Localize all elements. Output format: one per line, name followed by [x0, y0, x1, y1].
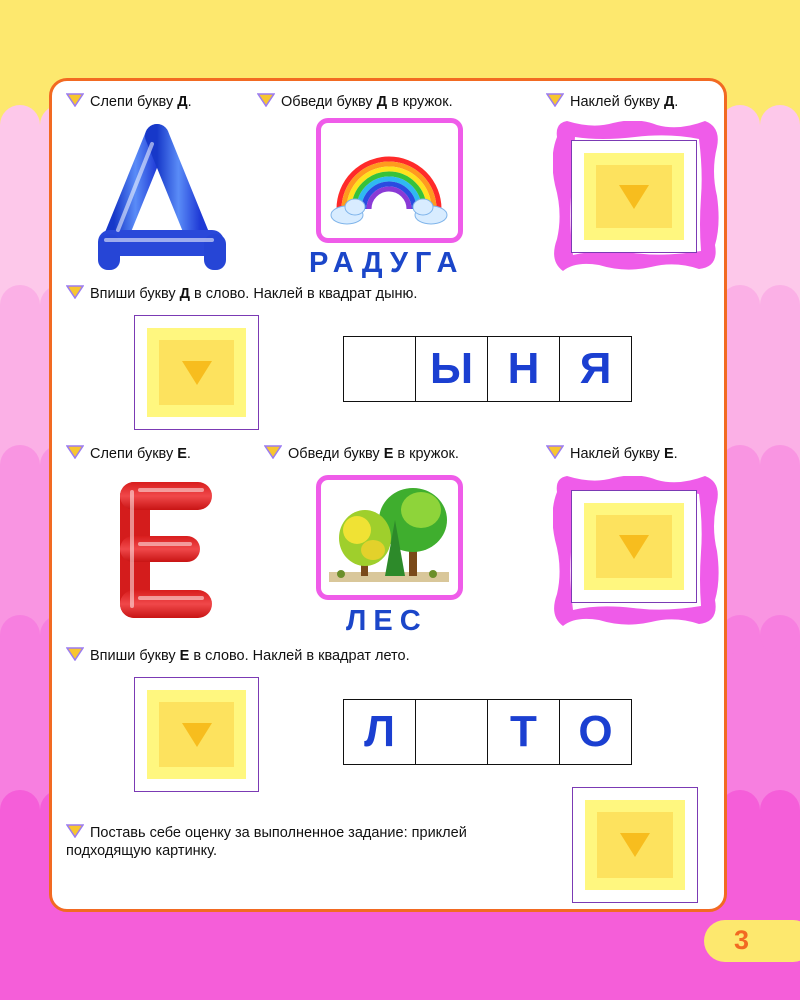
sticker-placeholder-melon[interactable] [134, 315, 259, 430]
bullet-triangle-icon [546, 93, 564, 107]
bullet-triangle-icon [66, 824, 84, 838]
page-number: 3 [734, 925, 750, 955]
letter-cell: О [560, 700, 632, 764]
rainbow-picture-frame [316, 118, 463, 243]
word-raduga: РАДУГА [309, 247, 465, 279]
bullet-triangle-icon [264, 445, 282, 459]
sticker-placeholder-grade[interactable] [572, 787, 698, 903]
sticker-triangle-icon [619, 535, 649, 559]
bullet-triangle-icon [66, 647, 84, 661]
instruction-sticker-d: Наклей букву Д. [546, 93, 678, 111]
sticker-triangle-icon [182, 723, 212, 747]
letter-cell-empty[interactable] [416, 700, 488, 764]
bullet-triangle-icon [66, 93, 84, 107]
instruction-write-d: Впиши букву Д в слово. Наклей в квадрат дыню. [66, 285, 417, 303]
sticker-placeholder-summer[interactable] [134, 677, 259, 792]
bullet-triangle-icon [66, 445, 84, 459]
instruction-sculpt-e: Слепи букву Е. [66, 445, 191, 463]
instruction-sculpt-d: Слепи букву Д. [66, 93, 192, 111]
sticker-triangle-icon [619, 185, 649, 209]
letter-cell: Т [488, 700, 560, 764]
letter-cell: Л [344, 700, 416, 764]
sticker-placeholder-e[interactable] [571, 490, 697, 603]
word-cells-e [343, 699, 632, 765]
letter-cell: Я [560, 337, 632, 401]
page-number-badge [704, 920, 800, 962]
bullet-triangle-icon [257, 93, 275, 107]
bullet-triangle-icon [66, 285, 84, 299]
rainbow-icon [321, 123, 458, 238]
word-cells-d [343, 336, 632, 402]
bullet-triangle-icon [546, 445, 564, 459]
letter-cell-empty[interactable] [344, 337, 416, 401]
forest-icon [321, 480, 458, 595]
instruction-sticker-e: Наклей букву Е. [546, 445, 678, 463]
instruction-self-assessment: Поставь себе оценку за выполненное задание: приклей подходящую картинку. [66, 825, 467, 859]
letter-cell: Ы [416, 337, 488, 401]
sticker-triangle-icon [620, 833, 650, 857]
letter-cell: Н [488, 337, 560, 401]
sticker-triangle-icon [182, 361, 212, 385]
instruction-circle-d: Обведи букву Д в кружок. [257, 93, 453, 111]
word-les: ЛЕС [346, 605, 428, 637]
sticker-placeholder-d[interactable] [571, 140, 697, 253]
instruction-write-e: Впиши букву Е в слово. Наклей в квадрат лето. [66, 647, 410, 665]
sculpted-letter-e-image [114, 478, 216, 624]
forest-picture-frame [316, 475, 463, 600]
sculpted-letter-d-image [92, 122, 237, 277]
instruction-circle-e: Обведи букву Е в кружок. [264, 445, 459, 463]
